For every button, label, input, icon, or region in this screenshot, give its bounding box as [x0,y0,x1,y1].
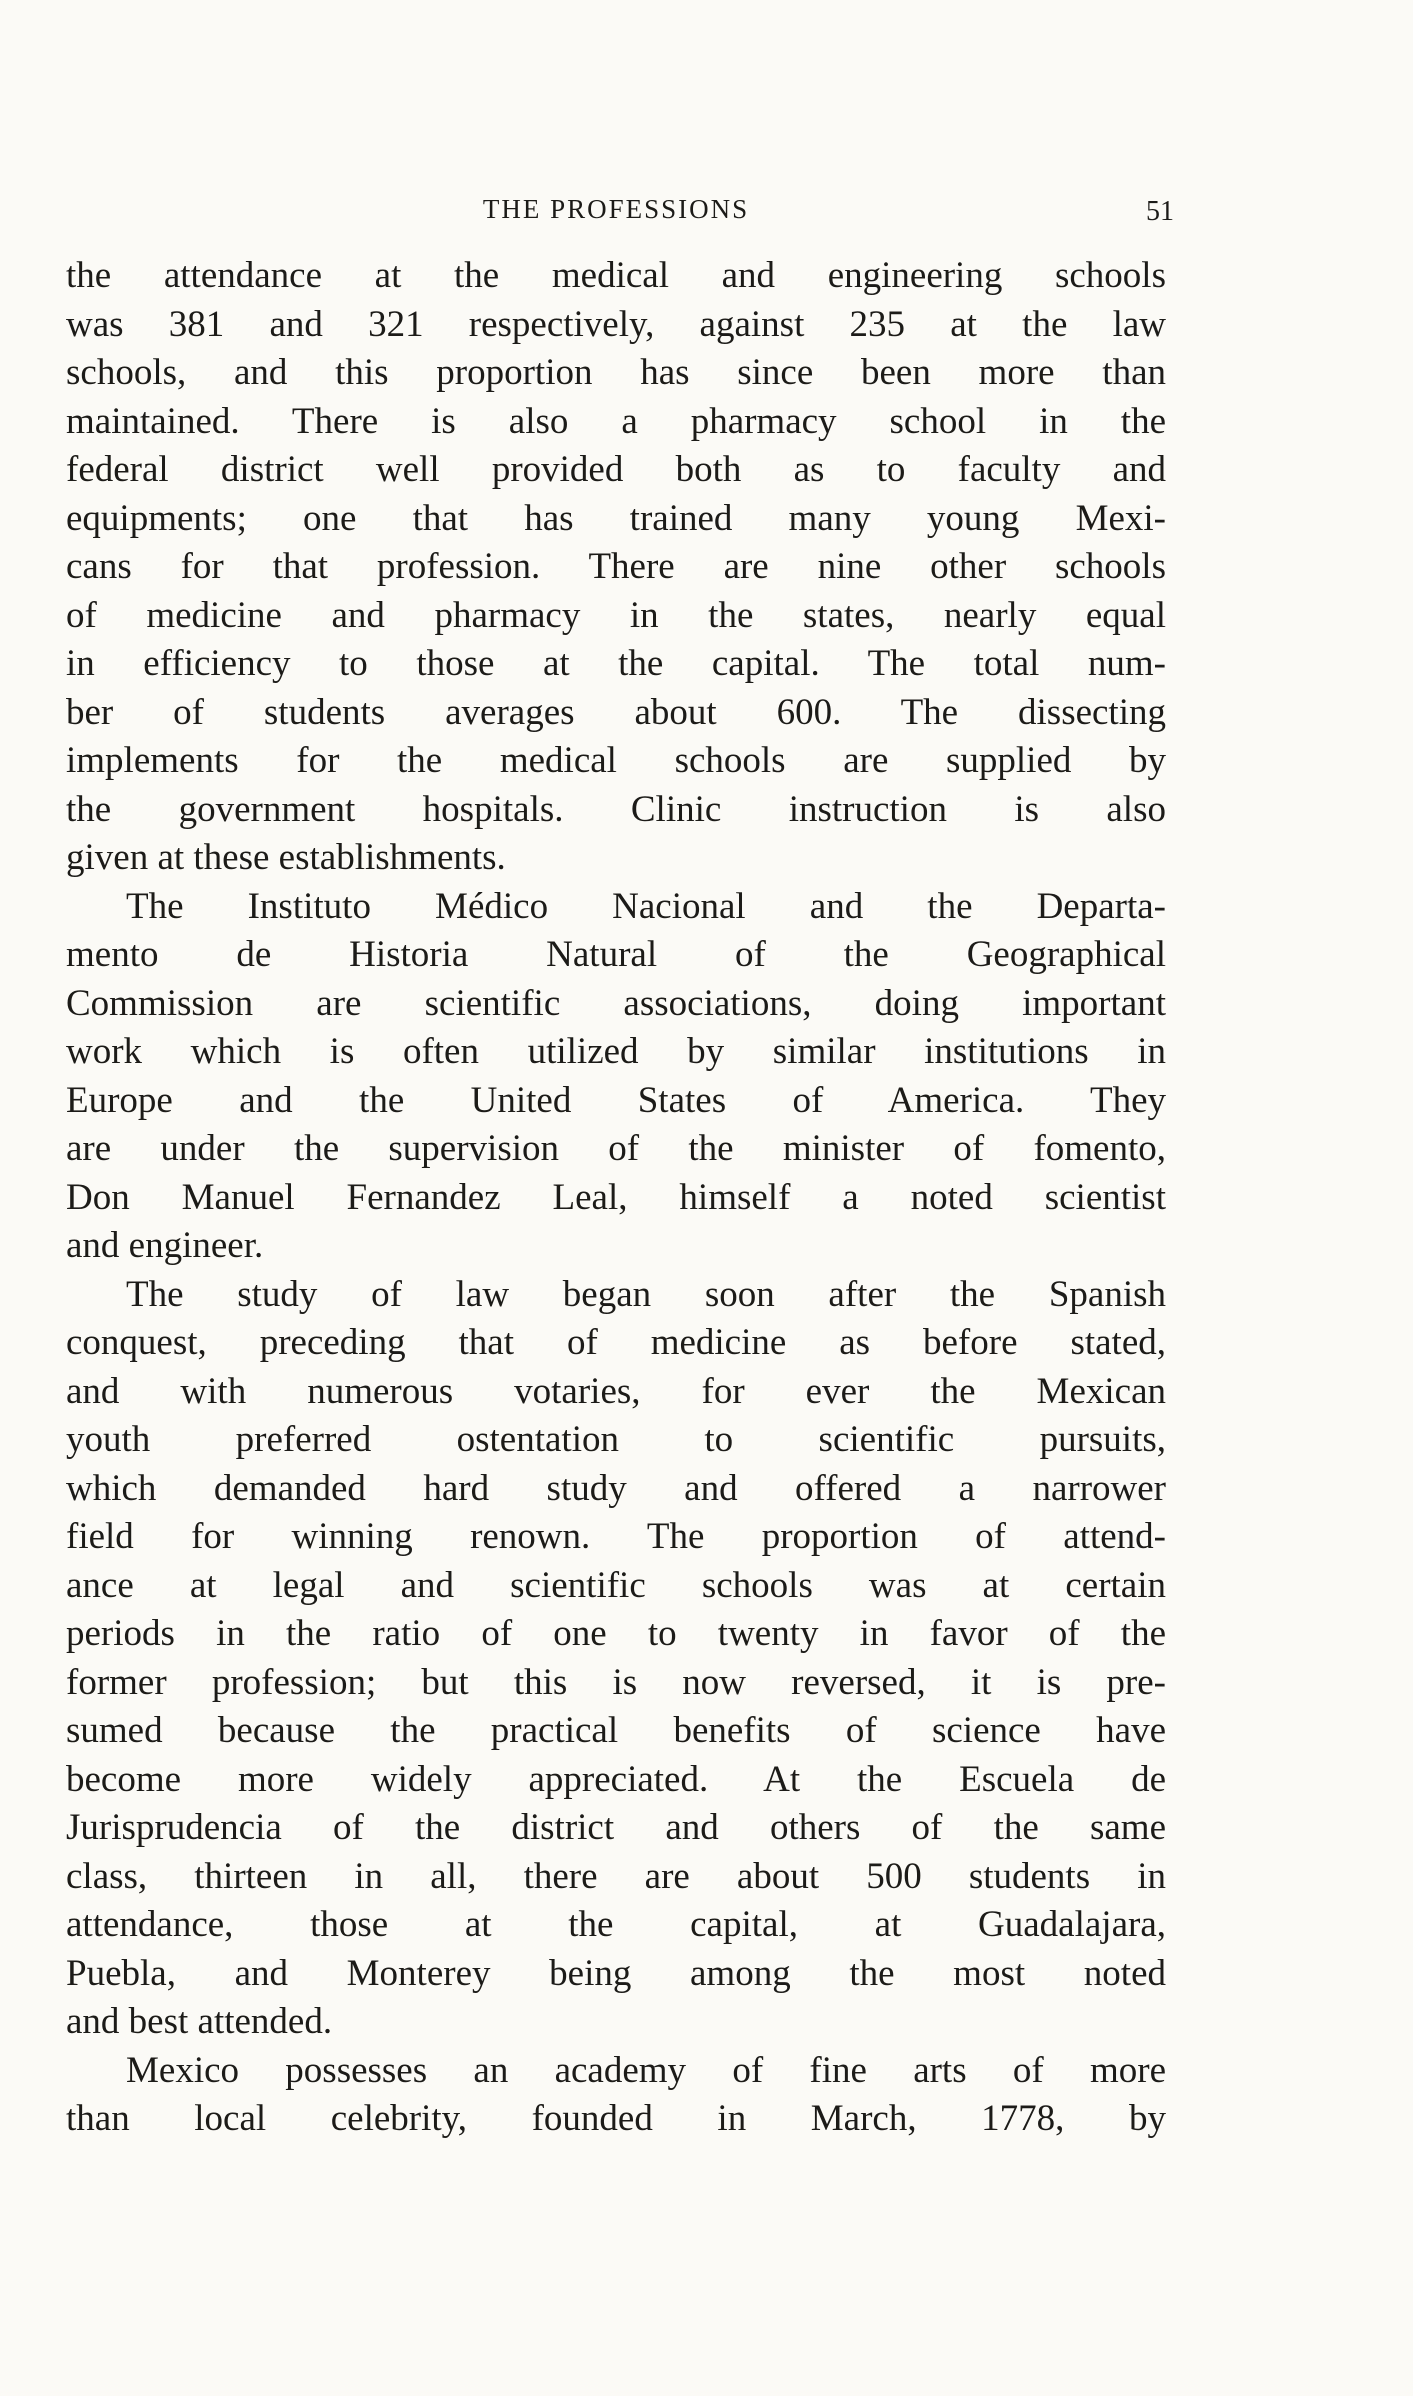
text-line: cans for that profession. There are nine other schools [66,546,1166,587]
text-line: conquest, preceding that of medicine as before stated, [66,1322,1166,1363]
body-text [66,252,1166,2144]
text-line: sumed because the practical benefits of science have [66,1710,1166,1751]
text-line: former profession; but this is now reversed, it is pre- [66,1661,1166,1703]
running-head [66,190,1174,230]
text-line: Mexico possesses an academy of fine arts of more [126,2049,1166,2091]
text-line: Jurisprudencia of the district and others of the same [66,1807,1166,1848]
text-line: are under the supervision of the minister of fomento, [66,1128,1166,1169]
text-line: youth preferred ostentation to scientific pursuits, [66,1419,1166,1460]
text-line: and engineer. [66,1225,264,1266]
text-line: federal district well provided both as to faculty and [66,449,1166,490]
text-line: of medicine and pharmacy in the states, nearly equal [66,594,1166,636]
text-line: The study of law began soon after the Spanish [126,1273,1166,1315]
text-line: work which is often utilized by similar institutions in [66,1031,1166,1072]
text-line: given at these establishments. [66,837,506,878]
text-line: maintained. There is also a pharmacy school in the [66,400,1166,442]
text-line: equipments; one that has trained many young Mexi- [66,497,1166,539]
text-line: and best attended. [66,2001,333,2042]
text-line: The Instituto Médico Nacional and the Departa- [126,885,1166,927]
text-line: field for winning renown. The proportion of attend- [66,1516,1166,1557]
text-line: Commission are scientific associations, doing important [66,982,1166,1024]
text-line: Puebla, and Monterey being among the most noted [66,1952,1166,1994]
text-line: was 381 and 321 respectively, against 235 at the law [66,303,1166,345]
running-title: THE PROFESSIONS [482,194,750,224]
text-line: become more widely appreciated. At the Escuela de [66,1758,1166,1800]
text-line: Don Manuel Fernandez Leal, himself a noted scientist [66,1176,1166,1218]
text-line: attendance, those at the capital, at Guadalajara, [66,1904,1166,1945]
text-line: in efficiency to those at the capital. The total num- [66,643,1166,684]
text-line: ber of students averages about 600. The dissecting [66,691,1166,733]
page-number: 51 [1146,196,1174,227]
text-line: schools, and this proportion has since been more than [66,352,1166,393]
text-line: class, thirteen in all, there are about 500 students in [66,1855,1166,1897]
text-line: mento de Historia Natural of the Geographical [66,934,1166,975]
text-line: the government hospitals. Clinic instruction is also [66,788,1166,830]
text-line: ance at legal and scientific schools was at certain [66,1564,1166,1606]
text-line: the attendance at the medical and engineering schools [66,255,1166,296]
text-line: and with numerous votaries, for ever the Mexican [66,1370,1166,1412]
text-line: implements for the medical schools are supplied by [66,740,1166,781]
text-line: than local celebrity, founded in March, 1778, by [66,2098,1166,2139]
text-line: which demanded hard study and offered a narrower [66,1467,1166,1509]
text-line: periods in the ratio of one to twenty in favor of the [66,1613,1166,1654]
text-line: Europe and the United States of America. They [66,1079,1166,1121]
